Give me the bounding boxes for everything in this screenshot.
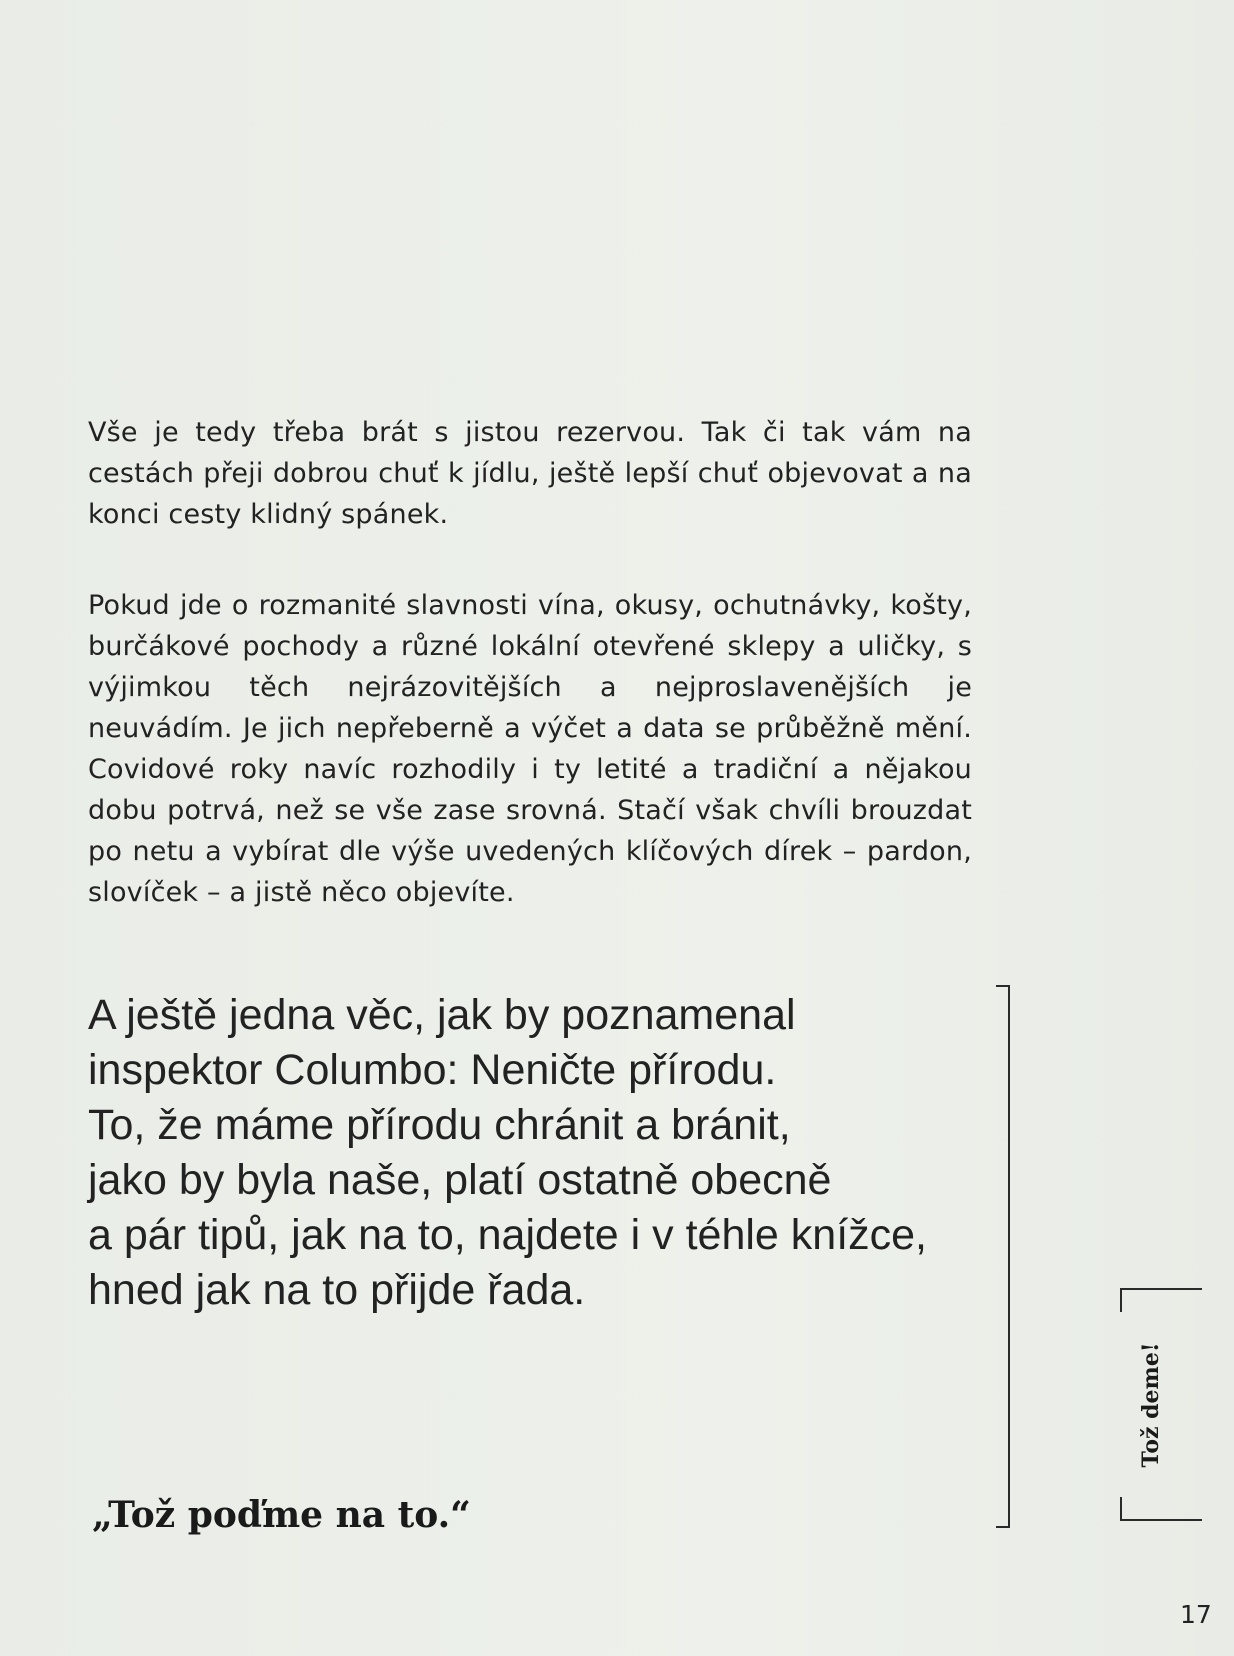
- paragraph-1: Vše je tedy třeba brát s jistou rezervou. Tak či tak vám na cestách přeji dobrou chuť k jídlu, ještě lepší chuť objevovat a na konci cesty klidný spánek.: [88, 417, 972, 530]
- side-bracket-top: [1120, 1288, 1202, 1312]
- quote-line: To, že máme přírodu chránit a bránit,: [88, 1101, 791, 1149]
- quote-bracket: [996, 985, 1010, 1528]
- quote-line: hned jak na to přijde řada.: [88, 1266, 586, 1314]
- closing-quote: „Tož poďme na to.“: [92, 1494, 471, 1536]
- side-bracket-bottom: [1120, 1497, 1202, 1521]
- quote-line: A ještě jedna věc, jak by poznamenal: [88, 991, 796, 1039]
- quote-line: a pár tipů, jak na to, najdete i v téhle knížce,: [88, 1211, 928, 1259]
- quote-line: inspektor Columbo: Neničte přírodu.: [88, 1046, 777, 1094]
- highlight-quote: [88, 988, 988, 1318]
- page-number: 17: [1180, 1600, 1212, 1629]
- quote-line: jako by byla naše, platí ostatně obecně: [88, 1156, 832, 1204]
- paragraph-2: Pokud jde o rozmanité slavnosti vína, okusy, ochutnávky, košty, burčákové pochody a různé lokální otevřené sklepy a uličky, s výjimkou těch nejrázovitějších a nejproslavenějších je neuvádím. Je jich nepřeberně a výčet a data se průběžně mění. Covidové roky navíc rozhodily i ty letité a tradiční a nějakou dobu potrvá, než se vše zase srovná. Stačí však chvíli brouzdat po netu a vybírat dle výše uvedených klíčových dírek – pardon, slovíček – a jistě něco objevíte.: [88, 590, 972, 908]
- chapter-side-label: Tož deme!: [1138, 1342, 1164, 1468]
